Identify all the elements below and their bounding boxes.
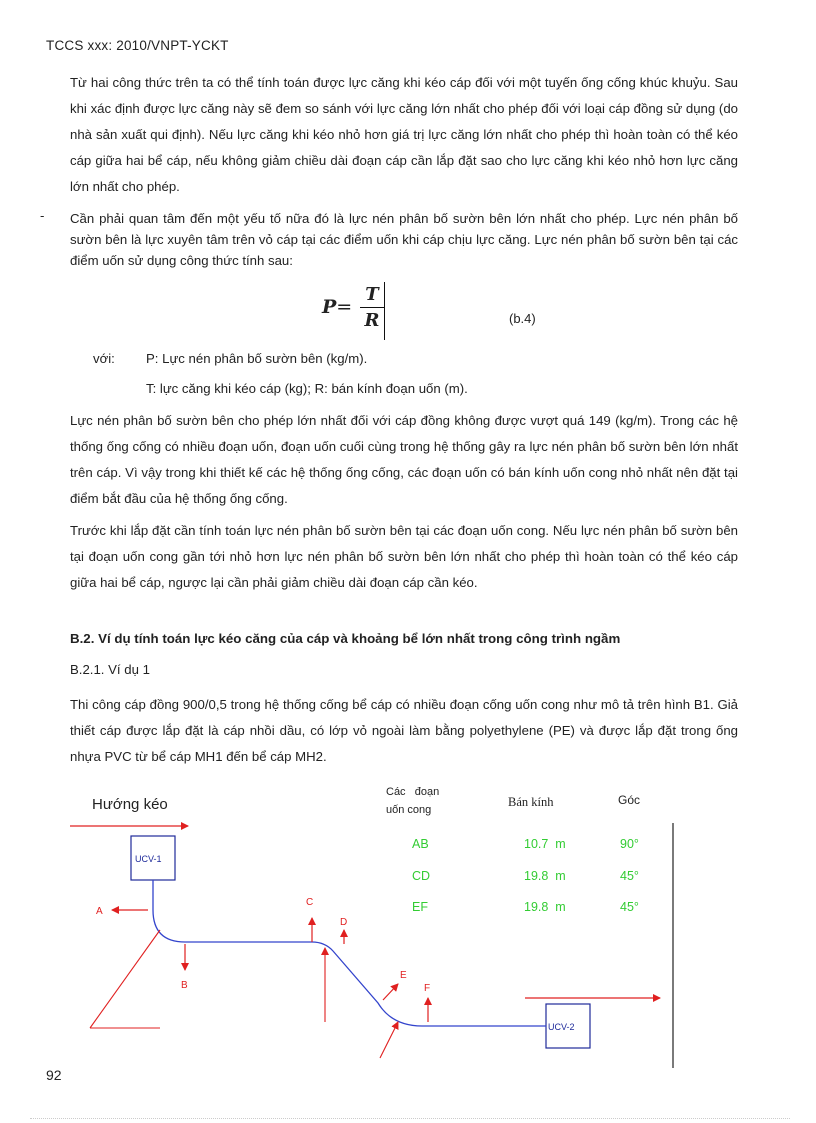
row-1-segment: AB — [412, 837, 429, 851]
row-2-segment: CD — [412, 869, 431, 883]
paragraph-5: Thi công cáp đồng 900/0,5 trong hệ thống cống bể cáp có nhiều đoạn cống uốn cong như mô tả trên hình B1. Giả thiết cáp được lắp đặt là cáp nhồi dầu, có lớp vỏ ngoài làm bằng polyethylene (PE) và được lắp đặt trong ống nhựa PVC từ bể cáp MH1 đến bể cáp MH2. — [70, 697, 738, 764]
row-3-angle: 45° — [620, 900, 639, 914]
row-1-angle: 90° — [620, 837, 639, 851]
paragraph-2: Cần phải quan tâm đến một yếu tố nữa đó là lực nén phân bố sườn bên lớn nhất cho phép. Lực nén phân bố sườn bên là lực xuyên tâm trên vỏ cáp tại các điểm uốn khi cáp chịu lực căng. Lực nén phân bố sườn bên tại các điểm uốn sử dụng công thức tính sau: — [70, 211, 738, 268]
formula-numerator: T — [365, 284, 379, 305]
cable-route — [153, 880, 546, 1026]
label-e: E — [400, 970, 407, 981]
formula-denominator: R — [364, 310, 380, 331]
box-ucv-2-label: UCV-2 — [548, 1022, 575, 1032]
footer-rule — [30, 1118, 790, 1119]
paragraph-1: Từ hai công thức trên ta có thể tính toán được lực căng khi kéo cáp đối với một tuyến ống cống khúc khuỷu. Sau khi xác định được lực căng này sẽ đem so sánh với lực căng lớn nhất cho phép đối với loại cáp đồng sử dụng (do nhà sản xuất qui định). Nếu lực căng khi kéo nhỏ hơn giá trị lực căng lớn nhất cho phép thì hoàn toàn có thể kéo cáp giữa hai bể cáp, nếu không giảm chiều dài đoạn cáp cần lắp đặt sao cho lực căng khi kéo nhỏ hơn lực căng lớn nhất cho phép. — [70, 75, 738, 194]
row-2-radius: 19.8 m — [524, 869, 566, 883]
label-d: D — [340, 917, 348, 928]
label-c: C — [306, 897, 314, 908]
header-segments-1: Các đoạn — [386, 786, 440, 798]
where-label: với: — [93, 351, 115, 366]
paragraph-4: Trước khi lắp đặt cần tính toán lực nén phân bố sườn bên tại các đoạn uốn cong. Nếu lực nén phân bố sườn bên tại đoạn uốn cong gần tới nhỏ hơn lực nén phân bố sườn bên lớn nhất cho phép thì hoàn toàn có thể kéo cáp giữa hai bể cáp, ngược lại cần phải giảm chiều dài đoạn cáp cần kéo. — [70, 523, 738, 590]
label-a: A — [96, 906, 103, 917]
box-ucv-1-label: UCV-1 — [135, 854, 162, 864]
radius-line-ab — [90, 930, 160, 1028]
arrow-e — [383, 984, 398, 1000]
radius-line-ef — [380, 1022, 398, 1058]
label-f: F — [424, 983, 431, 994]
direction-label: Hướng kéo — [92, 796, 168, 813]
header-segments-2: uốn cong — [386, 804, 432, 816]
header-radius: Bán kính — [508, 795, 554, 809]
formula-lhs: P= — [322, 296, 353, 318]
formula-label: (b.4) — [509, 311, 536, 326]
row-3-segment: EF — [412, 900, 428, 914]
paragraph-3: Lực nén phân bố sườn bên cho phép lớn nhất đối với cáp đồng không được vượt quá 149 (kg/m). Trong các hệ thống ống cống có nhiều đoạn uốn, đoạn uốn cuối cùng trong hệ thống gây ra lực nén phân bố sườn bên lớn nhất trên cáp. Vì vậy trong khi thiết kế các hệ thống ống cống, các đoạn uốn có bán kính uốn cong nhỏ nhất nên đặt tại điểm bắt đầu của hệ thống ống cống. — [70, 413, 738, 506]
where-line-2: T: lực căng khi kéo cáp (kg); R: bán kính đoạn uốn (m). — [146, 381, 468, 396]
row-2-angle: 45° — [620, 869, 639, 883]
subsection-heading: B.2.1. Ví dụ 1 — [70, 662, 150, 677]
where-line-1: P: Lực nén phân bố sườn bên (kg/m). — [146, 351, 368, 366]
header-angle: Góc — [618, 793, 641, 807]
label-b: B — [181, 980, 188, 991]
document-header: TCCS xxx: 2010/VNPT-YCKT — [46, 38, 229, 53]
page-number: 92 — [46, 1067, 62, 1083]
section-heading: B.2. Ví dụ tính toán lực kéo căng của cáp và khoảng bể lớn nhất trong công trình ngầm — [70, 631, 621, 646]
bullet-dash: - — [40, 208, 45, 223]
row-3-radius: 19.8 m — [524, 900, 566, 914]
row-1-radius: 10.7 m — [524, 837, 566, 851]
